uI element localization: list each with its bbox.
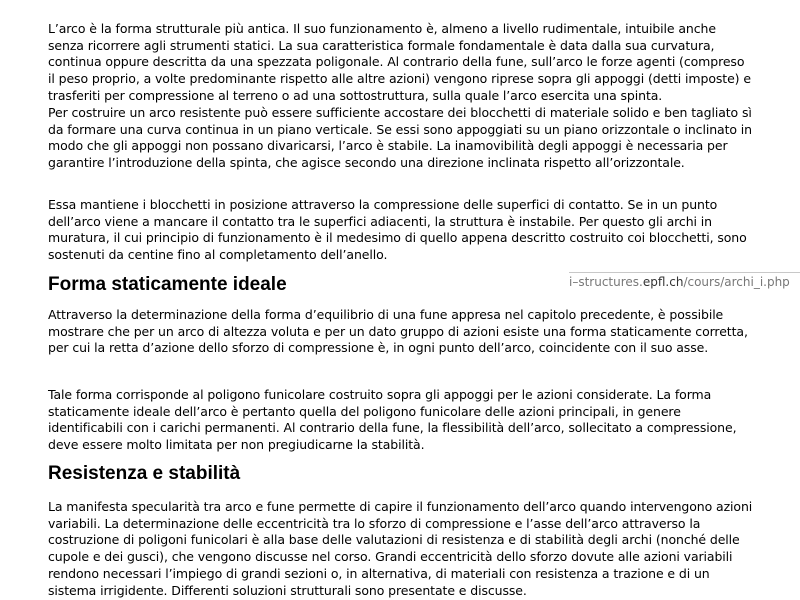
- heading-forma-staticamente-ideale: Forma staticamente ideale: [48, 274, 287, 295]
- paragraph-construction: Per costruire un arco resistente può essere sufficiente accostare dei blocchetti di materiale solido e ben tagliato sì da formare una curva continua in un piano verticale. Se essi sono appoggiati su un piano orizzontale o inclinato in modo che gli appoggi non possano divaricarsi, l’arco è stabile. La inamovibilità degli appoggi è necessaria per garantire l’introduzione della spinta, che agisce secondo una direzione inclinata rispetto all’orizzontale.: [48, 105, 752, 171]
- source-domain: epfl.ch: [642, 275, 684, 289]
- paragraph-funicular: Tale forma corrisponde al poligono funicolare costruito sopra gli appoggi per le azioni considerate. La forma staticamente ideale dell’arco è pertanto quella del poligono funicolare delle azioni principali, in genere identificabili con i carichi permanenti. Al contrario della fune, la flessibilità dell’arco, sollecitato a compressione, deve essere molto limitata per non pregiudicarne la stabilità.: [48, 387, 737, 453]
- paragraph-compression: Essa mantiene i blocchetti in posizione attraverso la compressione delle superfici di contatto. Se in un punto dell’arco viene a mancare il contatto tra le superfici adiacenti, la struttura è instabile. Per questo gli archi in muratura, il cui principio di funzionamento è il medesimo di quello appena descritto costruito coi blocchetti, sono sostenuti da centine fino al completamento dell’anello.: [48, 197, 747, 263]
- paragraph-intro: L’arco è la forma strutturale più antica. Il suo funzionamento è, almeno a livello rudimentale, intuibile anche senza ricorrere agli strumenti statici. La sua caratteristica formale fondamentale è data dalla sua curvatura, continua oppure descritta da una spezzata poligonale. Al contrario della fune, sull’arco le forze agenti (compreso il peso proprio, a volte predominante rispetto alle altre azioni) vengono riprese sopra gli appoggi (detti imposte) e trasferiti per compressione al terreno o ad una sottostruttura, sulla quale l’arco esercita una spinta.: [48, 21, 751, 103]
- source-prefix: i–structures.: [569, 275, 643, 289]
- heading-resistenza-e-stabilita: Resistenza e stabilità: [48, 463, 241, 484]
- source-caption: [569, 272, 800, 290]
- paragraph-equilibrium: Attraverso la determinazione della forma d’equilibrio di una fune appresa nel capitolo precedente, è possibile mostrare che per un arco di altezza voluta e per un dato gruppo di azioni esiste una forma staticamente corretta, per cui la retta d’azione dello sforzo di compressione è, in ogni punto dell’arco, coincidente con il suo asse.: [48, 307, 748, 356]
- paragraph-resistance: La manifesta specularità tra arco e fune permette di capire il funzionamento dell’arco quando intervengono azioni variabili. La determinazione delle eccentricità tra lo sforzo di compressione e l’asse dell’arco attraverso la costruzione di poligoni funicolari è alla base delle valutazioni di resistenza e di stabilità degli archi (nonché delle cupole e dei gusci), che vengono discusse nel corso. Grandi eccentricità dello sforzo dovute alle azioni variabili rendono necessari l’impiego di grandi sezioni o, in alternativa, di materiali con resistenza a trazione e di un sistema irrigidente. Differenti soluzioni strutturali sono presentate e discusse.: [48, 499, 753, 598]
- source-path: /cours/archi_i.php: [683, 275, 790, 289]
